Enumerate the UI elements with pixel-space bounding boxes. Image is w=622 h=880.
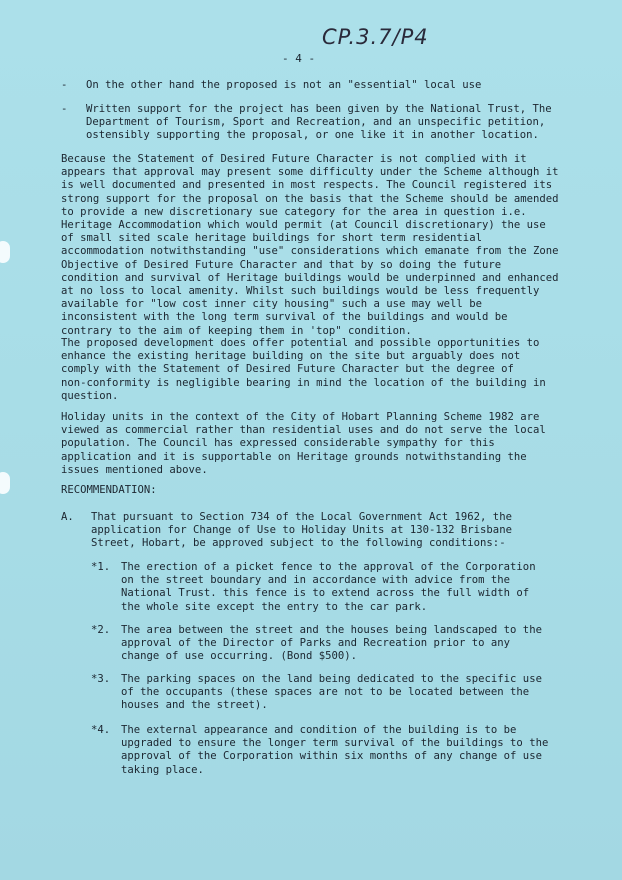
text-line: question.	[61, 389, 119, 402]
condition-number: *3.	[91, 673, 111, 685]
text-line: contrary to the aim of keeping them in 'top" condition.	[61, 324, 412, 337]
text-line: is well documented and presented in most respects. The Council registered its	[61, 179, 553, 192]
text-line: strong support for the proposal on the basis that the Scheme should be amended	[61, 192, 559, 205]
page-number: - 4 -	[282, 52, 316, 65]
text-line: appears that approval may present some difficulty under the Scheme although it	[61, 166, 559, 179]
text-line: The parking spaces on the land being dedicated to the specific use	[121, 673, 542, 685]
text-line: upgraded to ensure the longer term survival of the buildings to the	[121, 737, 549, 750]
text-line: Street, Hobart, be approved subject to the following conditions:-	[91, 537, 506, 550]
text-line: Objective of Desired Future Character and that by so doing the future	[61, 258, 502, 271]
bullet-text	[86, 103, 552, 143]
bullet-dash: -	[61, 79, 68, 91]
condition-number: *1.	[91, 561, 111, 573]
text-line: condition and survival of Heritage buildings would be underpinned and enhanced	[61, 271, 559, 284]
text-line: Because the Statement of Desired Future Character is not complied with it	[61, 153, 527, 165]
text-line: That pursuant to Section 734 of the Local Government Act 1962, the	[91, 511, 512, 523]
text-line: approval of the Director of Parks and Recreation prior to any	[121, 637, 511, 650]
text-line: Holiday units in the context of the City of Hobart Planning Scheme 1982 are	[61, 411, 540, 423]
text-line: inconsistent with the long term survival of the buildings and would be	[61, 311, 508, 324]
text-line: of the occupants (these spaces are not to be located between the	[121, 686, 530, 699]
text-line: viewed as commercial rather than residential uses and do not serve the local	[61, 424, 546, 437]
condition-text	[121, 561, 536, 614]
text-line: National Trust. this fence is to extend across the full width of	[121, 587, 530, 600]
text-line: The area between the street and the houses being landscaped to the	[121, 624, 542, 636]
text-line: ostensibly supporting the proposal, or one like it in another location.	[86, 129, 539, 142]
condition-number: *2.	[91, 624, 111, 636]
text-line: The external appearance and condition of the building is to be	[121, 724, 517, 736]
handwritten-reference: CP.3.7/P4	[322, 25, 429, 49]
text-line: Written support for the project has been given by the National Trust, The	[86, 103, 552, 115]
text-line: houses and the street).	[121, 699, 268, 712]
text-line: Heritage Accommodation which would permit (at Council discretionary) the use	[61, 219, 546, 232]
paragraph	[61, 153, 558, 338]
punch-hole	[0, 241, 10, 263]
text-line: comply with the Statement of Desired Future Character but the degree of	[61, 363, 514, 376]
text-line: On the other hand the proposed is not an "essential" local use	[86, 79, 482, 91]
text-line: The proposed development does offer potential and possible opportunities to	[61, 337, 540, 349]
paragraph	[61, 411, 546, 477]
paragraph	[61, 337, 546, 403]
text-line: application for Change of Use to Holiday Units at 130-132 Brisbane	[91, 524, 512, 537]
text-line: change of use occurring. (Bond $500).	[121, 650, 357, 663]
recommendation-heading: RECOMMENDATION:	[61, 484, 157, 496]
text-line: enhance the existing heritage building on the site but arguably does not	[61, 350, 521, 363]
text-line: population. The Council has expressed considerable sympathy for this	[61, 437, 495, 450]
condition-text	[121, 724, 548, 777]
bullet-dash: -	[61, 103, 68, 115]
text-line: taking place.	[121, 763, 204, 776]
text-line: the whole site except the entry to the car park.	[121, 600, 428, 613]
condition-text	[121, 624, 542, 664]
text-line: accommodation notwithstanding "use" considerations which emanate from the Zone	[61, 245, 559, 258]
condition-number: *4.	[91, 724, 111, 736]
text-line: issues mentioned above.	[61, 463, 208, 476]
text-line: at no loss to local amenity. Whilst such buildings would be less frequently	[61, 285, 540, 298]
text-line: non-conformity is negligible bearing in mind the location of the building in	[61, 376, 546, 389]
text-line: approval of the Corporation within six months of any change of use	[121, 750, 542, 763]
text-line: application and it is supportable on Heritage grounds notwithstanding the	[61, 450, 527, 463]
text-line: of small sited scale heritage buildings for short term residential	[61, 232, 482, 245]
condition-text	[121, 673, 542, 713]
text-line: Department of Tourism, Sport and Recreation, and an unspecific petition,	[86, 116, 546, 129]
text-line: available for "low cost inner city housing" such a use may well be	[61, 298, 482, 311]
text-line: to provide a new discretionary sue category for the area in question i.e.	[61, 205, 527, 218]
text-line: on the street boundary and in accordance with advice from the	[121, 574, 511, 587]
bullet-text	[86, 79, 481, 92]
recommendation-text	[91, 511, 512, 551]
text-line: The erection of a picket fence to the approval of the Corporation	[121, 561, 536, 573]
punch-hole	[0, 472, 10, 494]
recommendation-label: A.	[61, 511, 74, 523]
